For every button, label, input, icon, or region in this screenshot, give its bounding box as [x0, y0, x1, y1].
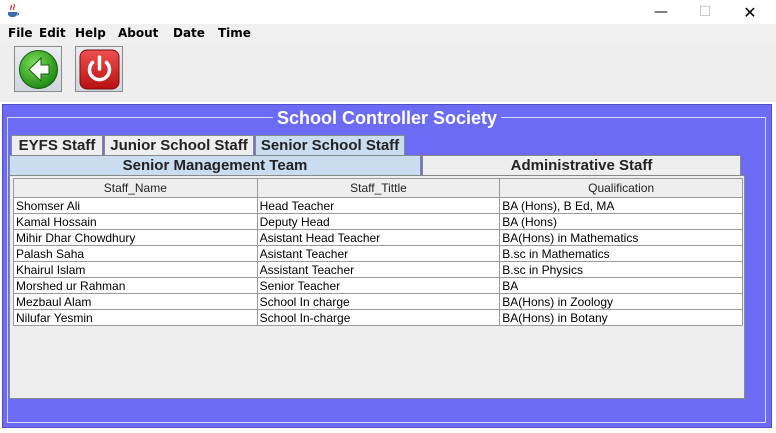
- staff-title-cell[interactable]: Assistant Teacher: [257, 262, 500, 278]
- tab-senior-school-staff[interactable]: Senior School Staff: [255, 135, 405, 155]
- staff-name-cell[interactable]: Khairul Islam: [14, 262, 258, 278]
- maximize-button[interactable]: ☐: [698, 4, 712, 20]
- power-button[interactable]: [75, 46, 123, 92]
- tab-senior-management-team[interactable]: Senior Management Team: [9, 155, 421, 175]
- staff-title-cell[interactable]: School In charge: [257, 294, 500, 310]
- tab-administrative-staff[interactable]: Administrative Staff: [422, 155, 741, 175]
- staff-title-cell[interactable]: Asistant Teacher: [257, 246, 500, 262]
- table-row[interactable]: [14, 310, 743, 326]
- minimize-button[interactable]: —: [654, 4, 668, 20]
- table-row[interactable]: [14, 294, 743, 310]
- staff-table-area: [9, 175, 745, 399]
- close-button[interactable]: ✕: [743, 2, 757, 22]
- staff-name-cell[interactable]: Kamal Hossain: [14, 214, 258, 230]
- staff-name-cell[interactable]: Mihir Dhar Chowdhury: [14, 230, 258, 246]
- power-icon: [79, 49, 120, 90]
- title-bar: [0, 0, 776, 24]
- qualification-cell[interactable]: B.sc in Mathematics: [500, 246, 743, 262]
- column-header-staff-name[interactable]: Staff_Name: [14, 179, 258, 198]
- staff-name-cell[interactable]: Nilufar Yesmin: [14, 310, 258, 326]
- table-row[interactable]: [14, 230, 743, 246]
- tab-eyfs-staff[interactable]: EYFS Staff: [11, 135, 103, 155]
- staff-table: [13, 178, 743, 326]
- table-row[interactable]: [14, 246, 743, 262]
- table-row[interactable]: [14, 278, 743, 294]
- table-row[interactable]: [14, 198, 743, 214]
- tab-junior-school-staff[interactable]: Junior School Staff: [104, 135, 254, 155]
- main-panel: [2, 104, 772, 428]
- column-header-qualification[interactable]: Qualification: [500, 179, 743, 198]
- staff-name-cell[interactable]: Shomser Ali: [14, 198, 258, 214]
- qualification-cell[interactable]: B.sc in Physics: [500, 262, 743, 278]
- table-header-row: [14, 179, 743, 198]
- menu-about[interactable]: About: [118, 26, 159, 40]
- staff-title-cell[interactable]: Senior Teacher: [257, 278, 500, 294]
- table-row[interactable]: [14, 262, 743, 278]
- staff-title-cell[interactable]: School In-charge: [257, 310, 500, 326]
- java-app-icon: [5, 3, 21, 19]
- qualification-cell[interactable]: BA(Hons) in Botany: [500, 310, 743, 326]
- qualification-cell[interactable]: BA(Hons) in Zoology: [500, 294, 743, 310]
- staff-name-cell[interactable]: Mezbaul Alam: [14, 294, 258, 310]
- qualification-cell[interactable]: BA(Hons) in Mathematics: [500, 230, 743, 246]
- menu-edit[interactable]: Edit: [39, 26, 66, 40]
- menu-time[interactable]: Time: [218, 26, 251, 40]
- menu-bar: [0, 24, 776, 44]
- menu-date[interactable]: Date: [173, 26, 205, 40]
- staff-title-cell[interactable]: Asistant Head Teacher: [257, 230, 500, 246]
- column-header-staff-title[interactable]: Staff_Tittle: [257, 179, 500, 198]
- qualification-cell[interactable]: BA: [500, 278, 743, 294]
- staff-name-cell[interactable]: Morshed ur Rahman: [14, 278, 258, 294]
- menu-file[interactable]: File: [8, 26, 33, 40]
- panel-title: School Controller Society: [273, 108, 501, 128]
- back-button[interactable]: [14, 46, 62, 92]
- qualification-cell[interactable]: BA (Hons), B Ed, MA: [500, 198, 743, 214]
- qualification-cell[interactable]: BA (Hons): [500, 214, 743, 230]
- back-arrow-icon: [18, 49, 59, 90]
- staff-name-cell[interactable]: Palash Saha: [14, 246, 258, 262]
- staff-title-cell[interactable]: Head Teacher: [257, 198, 500, 214]
- table-row[interactable]: [14, 214, 743, 230]
- toolbar: [0, 44, 776, 102]
- staff-title-cell[interactable]: Deputy Head: [257, 214, 500, 230]
- menu-help[interactable]: Help: [75, 26, 106, 40]
